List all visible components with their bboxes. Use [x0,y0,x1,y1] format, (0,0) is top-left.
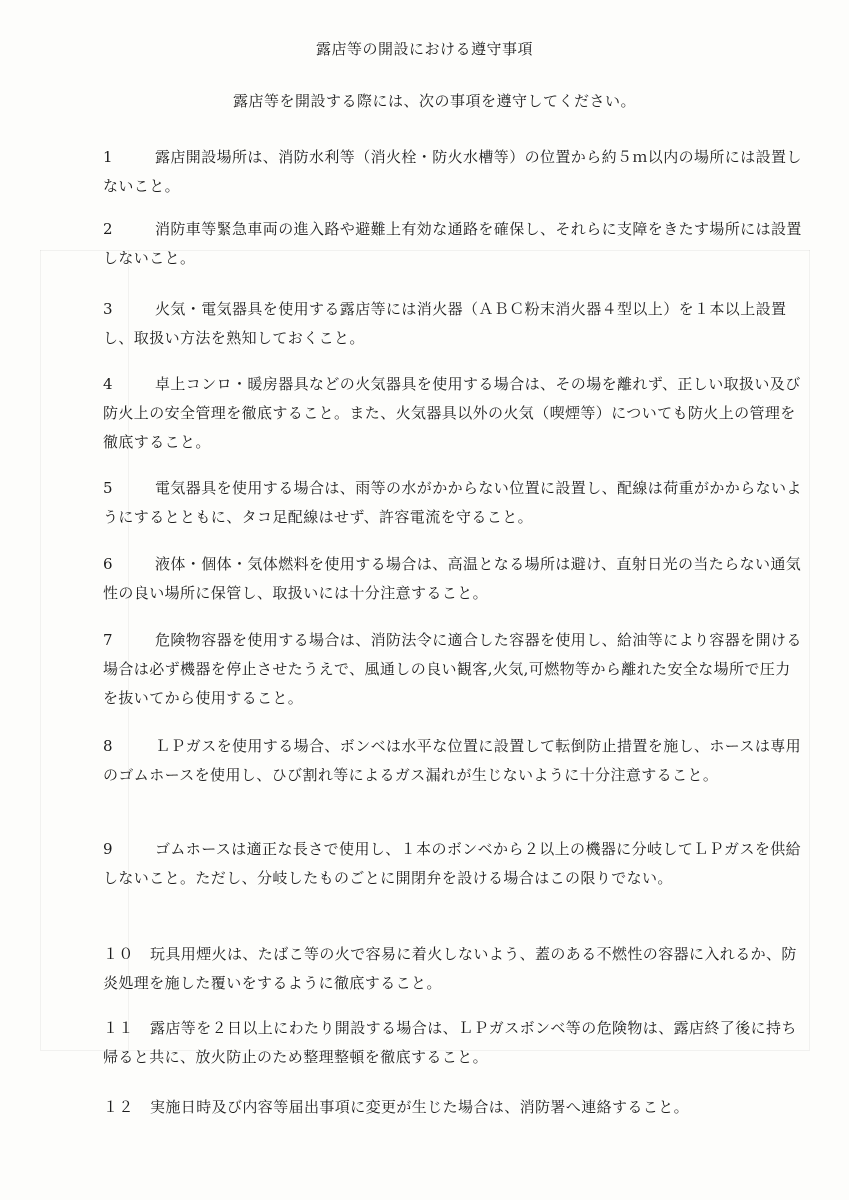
item-text: 露店等を２日以上にわたり開設する場合は、ＬＰガスボンベ等の危険物は、露店終了後に持ち帰ると共に、放火防止のため整理整頓を徹底すること。 [103,1019,797,1066]
item-number: 3 [103,300,113,318]
item-number: 9 [103,840,113,858]
item-text: 露店開設場所は、消防水利等（消火栓・防火水槽等）の位置から約５ｍ以内の場所には設置しないこと。 [103,148,802,195]
item-number: １１ [103,1019,134,1037]
list-item [103,370,803,457]
item-text: 危険物容器を使用する場合は、消防法令に適合した容器を使用し、給油等により容器を開ける場合は必ず機器を停止させたうえで、風通しの良い観客,火気,可燃物等から離れた安全な場所で圧力を抜いてから使用すること。 [103,631,802,707]
item-number: 4 [103,375,113,393]
item-number: 2 [103,220,113,238]
page-title: 露店等の開設における遵守事項 [315,40,533,58]
list-item [103,1014,803,1072]
item-number: １２ [103,1098,134,1116]
item-text: 実施日時及び内容等届出事項に変更が生じた場合は、消防署へ連絡すること。 [150,1098,690,1116]
item-number: 1 [103,148,113,166]
item-text: 電気器具を使用する場合は、雨等の水がかからない位置に設置し、配線は荷重がかからないようにするとともに、タコ足配線はせず、許容電流を守ること。 [103,479,802,526]
item-text: ゴムホースは適正な長さで使用し、１本のボンベから２以上の機器に分岐してＬＰガスを供給しないこと。ただし、分岐したものごとに開閉弁を設ける場合はこの限りでない。 [103,840,802,887]
intro-text: 露店等を開設する際には、次の事項を遵守してください。 [232,92,636,110]
bleed-through-table-right [809,250,810,1050]
item-text: 消防車等緊急車両の進入路や避難上有効な通路を確保し、それらに支障をきたす場所には設置しないこと。 [103,220,802,267]
list-item [103,626,803,713]
list-item [103,940,803,998]
list-item [103,295,803,353]
list-item [103,215,803,273]
list-item [103,835,803,893]
bleed-through-table-left [40,250,41,1050]
item-number: 5 [103,479,113,497]
item-number: 8 [103,737,113,755]
list-item [103,1093,803,1122]
list-item [103,732,803,790]
item-text: 液体・個体・気体燃料を使用する場合は、高温となる場所は避け、直射日光の当たらない通気性の良い場所に保管し、取扱いには十分注意すること。 [103,555,802,602]
list-item [103,143,803,201]
list-item [103,550,803,608]
item-text: 火気・電気器具を使用する露店等には消火器（ＡＢＣ粉末消火器４型以上）を１本以上設置し、取扱い方法を熟知しておくこと。 [103,300,787,347]
list-item [103,474,803,532]
item-number: １０ [103,945,134,963]
item-text: 玩具用煙火は、たばこ等の火で容易に着火しないよう、蓋のある不燃性の容器に入れるか、防炎処理を施した覆いをするように徹底すること。 [103,945,797,992]
item-number: 6 [103,555,113,573]
item-number: 7 [103,631,113,649]
item-text: 卓上コンロ・暖房器具などの火気器具を使用する場合は、その場を離れず、正しい取扱い及び防火上の安全管理を徹底すること。また、火気器具以外の火気（喫煙等）についても防火上の管理を徹底すること。 [103,375,801,451]
item-text: ＬＰガスを使用する場合、ボンベは水平な位置に設置して転倒防止措置を施し、ホースは専用のゴムホースを使用し、ひび割れ等によるガス漏れが生じないように十分注意すること。 [103,737,802,784]
